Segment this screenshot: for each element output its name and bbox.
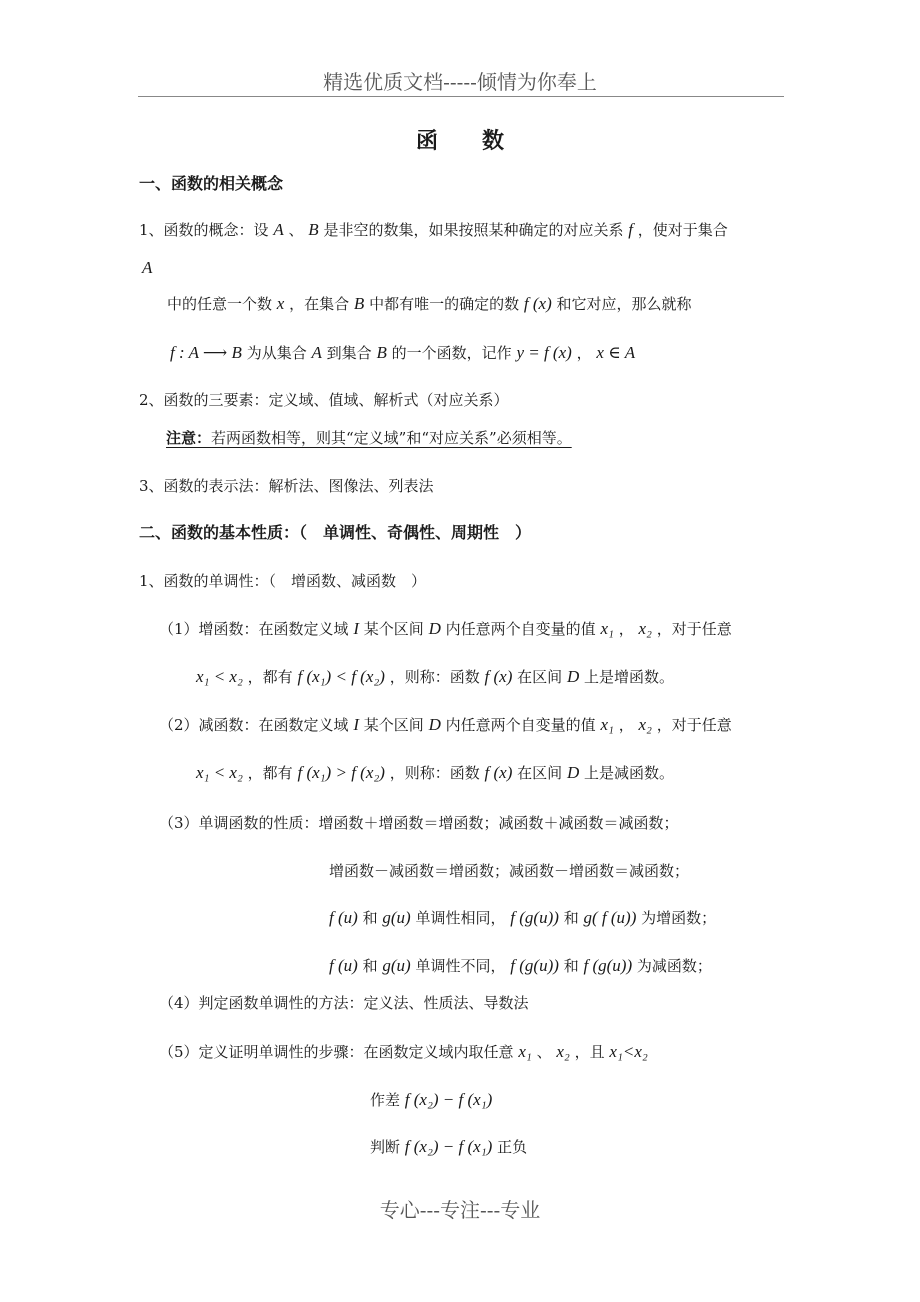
text-segment: ，对于任意 [656,716,732,734]
set-a-wrap: A [142,258,153,277]
note-underline [166,429,572,447]
text-segment: 判断 [370,1138,401,1156]
text-segment: 上是增函数。 [584,668,675,686]
proof-line [159,1042,648,1062]
text-segment: ，且 [574,1043,605,1061]
concept-wrap [142,258,152,278]
properties-line3 [329,908,716,928]
page-header: 精选优质文档-----倾情为你奉上 [323,70,597,94]
text-segment: 作差 [370,1091,401,1109]
condition-expr: x₁<x₂ [609,1042,648,1061]
text-segment: ， [618,716,634,734]
text-segment: 单调性相同， [415,909,506,927]
text-segment: 和它对应，那么就称 [556,295,692,313]
concept-tail: ，使对于集合 [637,221,728,239]
concept-line1 [139,220,728,240]
increasing-line1 [159,619,732,639]
note-line [166,428,572,448]
properties-line4 [329,956,712,976]
set-b: B [308,220,319,239]
difference-expr: f (x₂) − f (x₁) [404,1137,493,1156]
page-footer: 专心---专注---专业 [379,1198,541,1222]
var-x: x [276,294,285,313]
properties-line1: （3）单调函数的性质：增函数＋增函数＝增函数；减函数＋减函数＝减函数； [159,814,679,832]
text-segment: ， [576,344,592,362]
var-i: I [353,619,359,638]
step-sign [370,1137,527,1157]
var-d: D [566,763,580,782]
text-segment: 和 [563,909,579,927]
text-segment: 和 [362,957,378,975]
expr-fgu: f (g(u)) [583,956,633,975]
text-segment: 单调性不同， [415,957,506,975]
set-a: A [273,220,284,239]
expr-gfu: g( f (u)) [583,908,637,927]
decreasing-line1 [159,715,732,735]
text-segment: 正负 [497,1138,528,1156]
var-d: D [566,667,580,686]
text-segment: ，都有 [247,668,293,686]
text-segment: 某个区间 [363,620,424,638]
text-segment: ，对于任意 [656,620,732,638]
step-difference [370,1090,492,1110]
expr-gu: g(u) [382,956,411,975]
var-d: D [428,715,441,734]
methods-line: （4）判定函数单调性的方法：定义法、性质法、导数法 [159,994,529,1012]
text-segment: 内任意两个自变量的值 [445,620,596,638]
text-segment: 到集合 [326,344,372,362]
expr-gu: g(u) [382,908,411,927]
text-segment: （1）增函数：在函数定义域 [159,620,349,638]
var-x2: x₂ [638,619,652,638]
representation-line: 3、函数的表示法：解析法、图像法、列表法 [139,477,434,495]
section1-heading: 一、函数的相关概念 [139,174,284,193]
expr-fx: f (x) [523,294,552,313]
text-segment: 和 [563,957,579,975]
text-segment: 为减函数； [636,957,712,975]
header-divider [138,96,784,97]
concept-label: 1、函数的概念：设 [139,221,269,239]
monotonic-heading: 1、函数的单调性：（ 增函数、减函数 ） [139,572,427,590]
difference-expr: f (x₂) − f (x₁) [404,1090,493,1109]
text-segment: ，在集合 [289,295,350,313]
text-segment: 和 [362,909,378,927]
expr-fx: f (x) [484,763,513,782]
three-elements: 2、函数的三要素：定义域、值域、解析式（对应关系） [139,391,509,409]
expr-fx: f (x) [484,667,513,686]
text-segment: 上是减函数。 [584,764,675,782]
text-segment: ， [618,620,634,638]
concept-mid: 是非空的数集，如果按照某种确定的对应关系 [323,221,624,239]
text-segment: 的一个函数，记作 [391,344,512,362]
text-segment: （2）减函数：在函数定义域 [159,716,349,734]
text-segment: 中的任意一个数 [167,295,273,313]
set-b: B [353,294,365,313]
expr-fu: f (u) [329,908,358,927]
increasing-line2 [196,667,674,687]
separator: 、 [288,221,304,239]
expr-fgu: f (g(u)) [510,908,559,927]
var-x1: x₁ [518,1042,532,1061]
mapping-expr: f : A ⟶ B [170,343,242,362]
relation-f: f [628,220,633,239]
text-segment: （5）定义证明单调性的步骤：在函数定义域内取任意 [159,1043,514,1061]
var-x1: x₁ [600,715,614,734]
concept-line3 [170,343,635,363]
expr-fu: f (u) [329,956,358,975]
var-x1: x₁ [600,619,614,638]
inequality-expr: f (x₁) < f (x₂) [297,667,385,686]
page-title: 函 数 [415,129,504,154]
properties-line2: 增函数－减函数＝增函数；减函数－增函数＝减函数； [329,862,690,880]
var-d: D [428,619,441,638]
concept-line2 [167,294,692,314]
text-segment: 为从集合 [246,344,307,362]
text-segment: ，则称：函数 [389,668,480,686]
var-i: I [353,715,359,734]
section2-heading: 二、函数的基本性质：（ 单调性、奇偶性、周期性 ） [139,523,532,542]
text-segment: 某个区间 [363,716,424,734]
note-text: 若两函数相等，则其“定义域”和“对应关系”必须相等。 [211,429,572,447]
text-segment: 内任意两个自变量的值 [445,716,596,734]
var-x2: x₂ [556,1042,570,1061]
text-segment: 在区间 [517,668,563,686]
decreasing-line2 [196,763,674,783]
text-segment: 中都有唯一的确定的数 [369,295,520,313]
domain-expr: x ∈ A [596,343,636,362]
text-segment: ，都有 [247,764,293,782]
text-segment: 为增函数； [641,909,717,927]
function-notation: y = f (x) [516,343,572,362]
inequality-expr: f (x₁) > f (x₂) [297,763,385,782]
text-segment: 、 [536,1043,552,1061]
condition-expr: x₁ < x₂ [196,763,243,782]
note-label: 注意： [166,429,212,447]
expr-fgu: f (g(u)) [510,956,559,975]
var-x2: x₂ [638,715,652,734]
set-a: A [311,343,322,362]
set-b: B [376,343,387,362]
text-segment: ，则称：函数 [389,764,480,782]
text-segment: 在区间 [517,764,563,782]
condition-expr: x₁ < x₂ [196,667,243,686]
